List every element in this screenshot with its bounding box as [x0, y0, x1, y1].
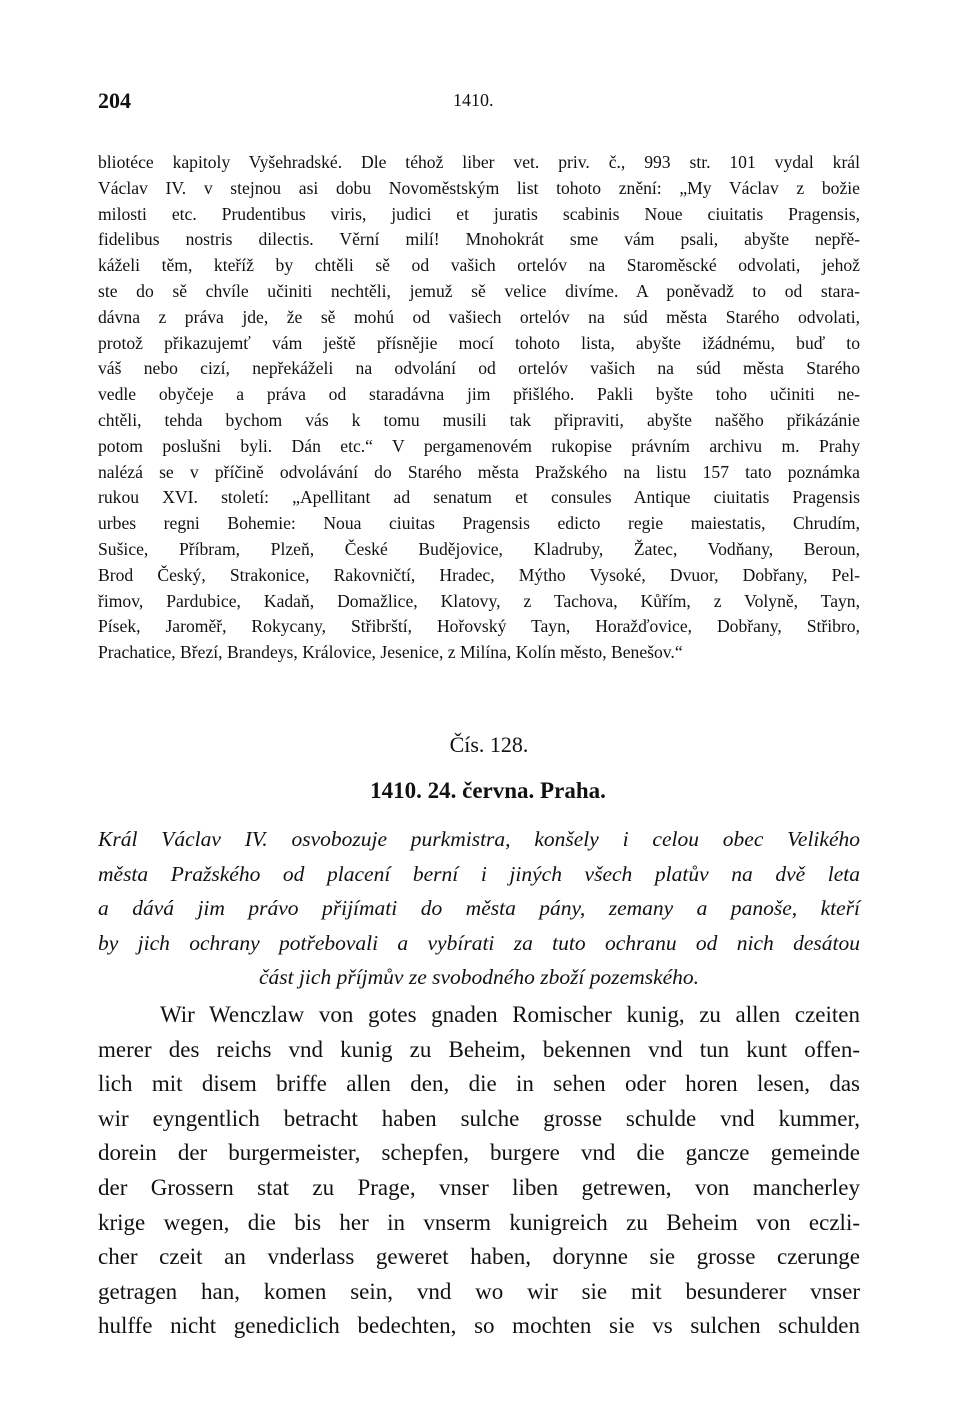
- note-line: vedle obyčeje a práva od staradávna jim přišlého. Pakli byšte toho učiniti ne-: [98, 384, 860, 405]
- document-date-place: 1410. 24. června. Praha.: [370, 778, 606, 803]
- note-line: fidelibus nostris dilectis. Věrní milí! Mnohokrát sme vám psali, abyšte nepřě-: [98, 229, 860, 250]
- summary-line: Král Václav IV. osvobozuje purkmistra, konšely i celou obec Velikého: [98, 827, 860, 851]
- summary-line: by jich ochrany potřebovali a vybírati za tuto ochranu od nich desátou: [98, 930, 860, 955]
- document-number: Čís. 128.: [449, 732, 529, 757]
- footnote-commentary: [98, 150, 860, 666]
- charter-line: cher czeit an vnderlass geweret haben, dorynne sie grosse czerunge: [98, 1244, 860, 1270]
- charter-line: merer des reichs vnd kunig zu Beheim, bekennen vnd tun kunt offen-: [98, 1036, 860, 1062]
- note-line: urbes regni Bohemie: Noua ciuitas Pragensis edicto regie maiestatis, Chrudím,: [98, 513, 860, 534]
- charter-line: wir eyngentlich betracht haben sulche grosse schulde vnd kummer,: [98, 1105, 860, 1131]
- note-line: Písek, Jaroměř, Rokycany, Střibrští, Hořovský Tayn, Horažďovice, Dobřany, Střibro,: [98, 616, 860, 637]
- charter-line: dorein der burgermeister, schepfen, burgere vnd die gancze gemeinde: [98, 1140, 860, 1166]
- note-line: ste do sě chvíle učiniti nechtěli, jemuž sě velice divíme. A poněvadž to od stara-: [98, 280, 860, 301]
- note-line: váš nebo cizí, nepřekáželi na odvolání od ortelóv vašich na súd města Starého: [98, 358, 860, 379]
- note-line: protož přikazujemť vám ještě přísnějie mocí tohoto lista, abyšte ižádnému, buď to: [98, 332, 860, 353]
- note-line: káželi těm, kteříž by chtěli sě od vašich ortelóv na Staroměscké odvolati, jehož: [98, 255, 860, 276]
- page-header: [98, 88, 858, 118]
- note-line: milosti etc. Prudentibus viris, judici et juratis scabinis Noue ciuitatis Pragensis,: [98, 203, 860, 224]
- note-line: řimov, Pardubice, Kadaň, Domažlice, Klatovy, z Tachova, Kůřím, z Volyně, Tayn,: [98, 590, 860, 611]
- running-head-year: 1410.: [453, 90, 494, 110]
- charter-line: Wir Wenczlaw von gotes gnaden Romischer kunig, zu allen czeiten: [160, 1002, 860, 1027]
- note-line: Prachatice, Březí, Brandeys, Královice, Jesenice, z Milína, Kolín město, Benešov.“: [98, 642, 683, 663]
- note-line: bliotéce kapitoly Vyšehradské. Dle téhož liber vet. priv. č., 993 str. 101 vydal král: [98, 152, 860, 172]
- charter-line: getragen han, komen sein, vnd wo wir sie mit besunderer vnser: [98, 1278, 860, 1304]
- note-line: potom poslušni byli. Dán etc.“ V pergamenovém rukopise právním archivu m. Prahy: [98, 435, 860, 456]
- note-line: Václav IV. v stejnou asi dobu Novoměstským list tohoto znění: „My Václav z božie: [98, 177, 860, 198]
- note-line: nalézá se v příčině odvolávání do Starého města Pražského na listu 157 tato poznámka: [98, 461, 860, 482]
- charter-text: [98, 998, 860, 1344]
- document-summary: [98, 822, 860, 995]
- note-line: Brod Český, Strakonice, Rakovničtí, Hradec, Mýtho Vysoké, Dvuor, Dobřany, Pel-: [98, 564, 860, 585]
- note-line: Sušice, Příbram, Plzeň, České Budějovice, Kladruby, Žatec, Vodňany, Beroun,: [98, 538, 860, 559]
- charter-line: lich mit disem briffe allen den, die in sehen oder horen lesen, das: [98, 1071, 860, 1097]
- summary-line: část jich příjmův ze svobodného zboží pozemského.: [258, 965, 700, 989]
- summary-line: a dává jim právo přijímati do města pány, zemany a panoše, kteří: [98, 896, 860, 920]
- summary-line: města Pražského od placení berní i jiných všech platův na dvě leta: [98, 861, 860, 886]
- page-number: 204: [98, 88, 131, 113]
- charter-line: krige wegen, die bis her in vnserm kunigreich zu Beheim von eczli-: [98, 1209, 860, 1235]
- charter-line: der Grossern stat zu Prage, vnser liben getrewen, von mancherley: [98, 1174, 860, 1200]
- note-line: chtěli, tehda bychom vás k tomu musili tak připraviti, abyšte našěho přikázánie: [98, 409, 860, 430]
- charter-line: hulffe nicht genediclich bedechten, so mochten sie vs sulchen schulden: [98, 1313, 860, 1339]
- note-line: rukou XVI. století: „Apellitant ad senatum et consules Antique ciuitatis Pragensis: [98, 487, 860, 508]
- note-line: dávna z práva jde, že sě mohú od vašiech ortelóv na súd města Starého odvolati,: [98, 306, 860, 327]
